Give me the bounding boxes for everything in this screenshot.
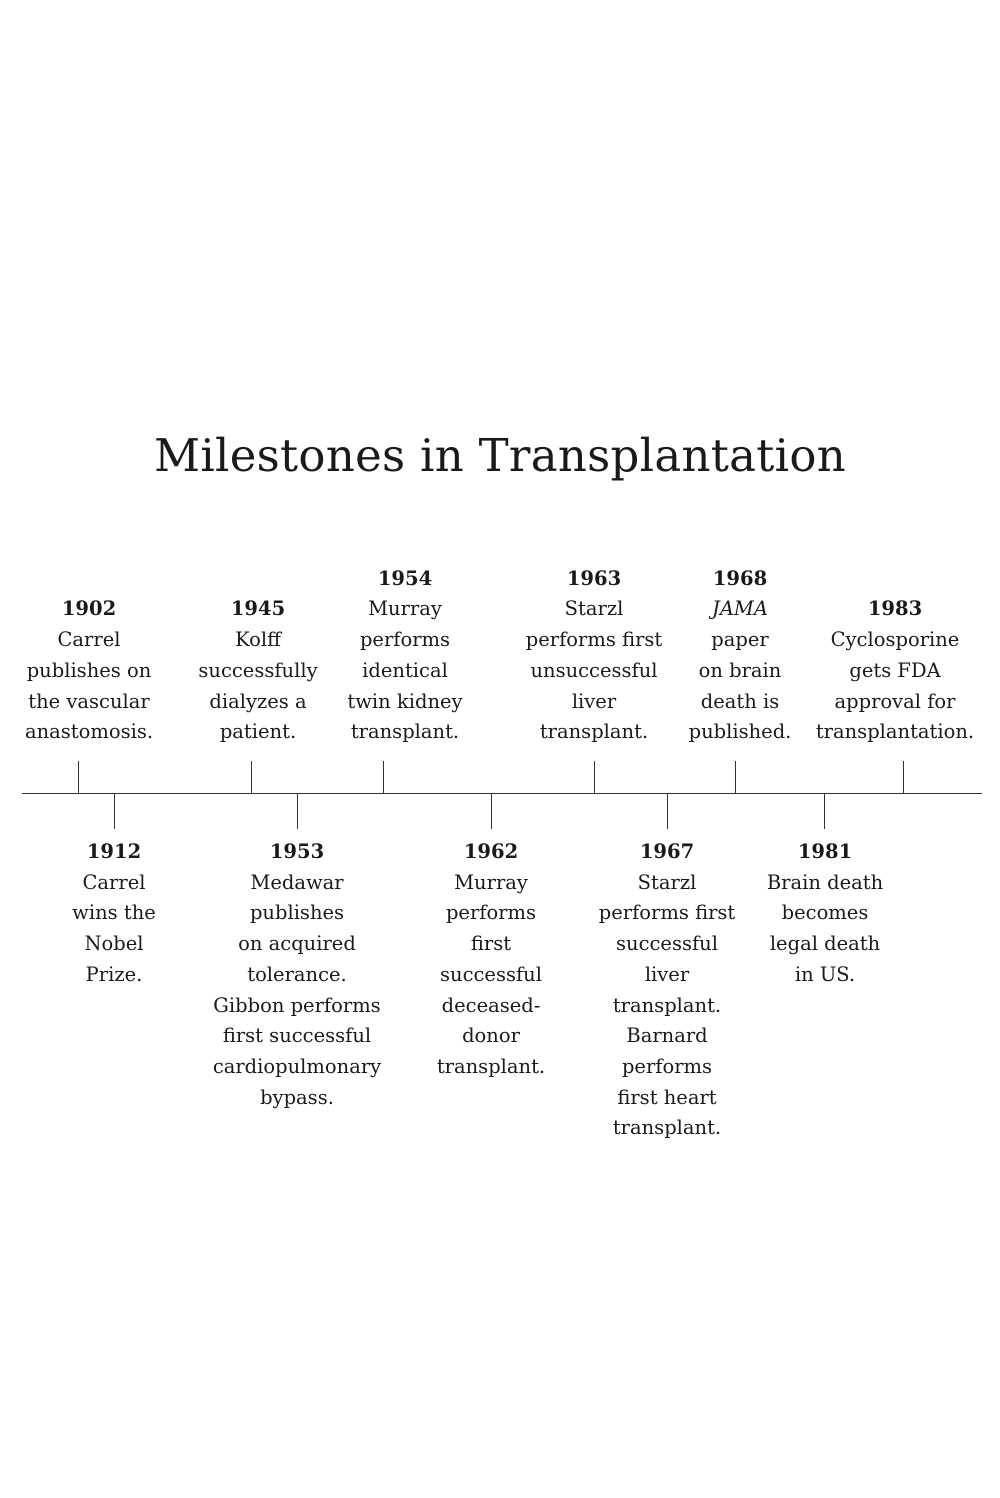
event-description: Murray performs identical twin kidney transplant.	[347, 597, 463, 744]
event-1962	[406, 837, 576, 1083]
timeline-axis	[22, 793, 982, 794]
diagram-title: Milestones in Transplantation	[153, 429, 847, 482]
event-year: 1962	[463, 840, 519, 863]
event-1968	[655, 564, 825, 748]
event-1945	[173, 594, 343, 748]
event-1953	[212, 837, 382, 1113]
event-year: 1902	[61, 597, 117, 621]
tick-1981	[824, 794, 825, 829]
event-description	[655, 594, 825, 748]
event-year: 1954	[377, 566, 433, 590]
event-description: Carrel wins the Nobel Prize.	[72, 870, 156, 986]
event-1963	[509, 564, 679, 748]
event-1983	[810, 594, 980, 748]
event-description: Starzl performs first unsuccessful liver transplant.	[525, 597, 663, 744]
event-year: 1912	[86, 840, 142, 863]
event-1954	[320, 564, 490, 748]
event-description: Carrel publishes on the vascular anastomosis.	[24, 628, 154, 744]
event-description: Medawar publishes on acquired tolerance. Gibbon performs first successful cardiopulmonary bypass.	[212, 870, 382, 1109]
event-description: Kolff successfully dialyzes a patient.	[198, 628, 318, 744]
tick-1963	[594, 761, 595, 794]
event-year: 1967	[639, 840, 695, 863]
event-description: Murray performs first successful deceased- donor transplant.	[436, 870, 546, 1078]
event-description-rest: paper on brain death is published.	[688, 628, 792, 744]
event-1902	[4, 594, 174, 748]
tick-1945	[251, 761, 252, 794]
event-1912	[29, 837, 199, 991]
event-description: Brain death becomes legal death in US.	[766, 870, 884, 986]
event-year: 1983	[867, 597, 923, 621]
journal-name: JAMA	[712, 597, 768, 621]
event-1967	[582, 837, 752, 1144]
event-year: 1963	[566, 566, 622, 590]
tick-1954	[383, 761, 384, 794]
event-1981	[740, 837, 910, 991]
event-year: 1945	[230, 597, 286, 621]
events-above	[0, 0, 1000, 748]
tick-1983	[903, 761, 904, 794]
event-year: 1968	[712, 566, 768, 590]
tick-1968	[735, 761, 736, 794]
event-year: 1981	[797, 840, 853, 863]
tick-1967	[667, 794, 668, 829]
tick-1962	[491, 794, 492, 829]
event-year: 1953	[269, 840, 325, 863]
event-description: Starzl performs first successful liver transplant. Barnard performs first heart transplant.	[598, 870, 736, 1140]
tick-1902	[78, 761, 79, 794]
tick-1953	[297, 794, 298, 829]
event-description: Cyclosporine gets FDA approval for transplantation.	[815, 628, 975, 744]
tick-1912	[114, 794, 115, 829]
